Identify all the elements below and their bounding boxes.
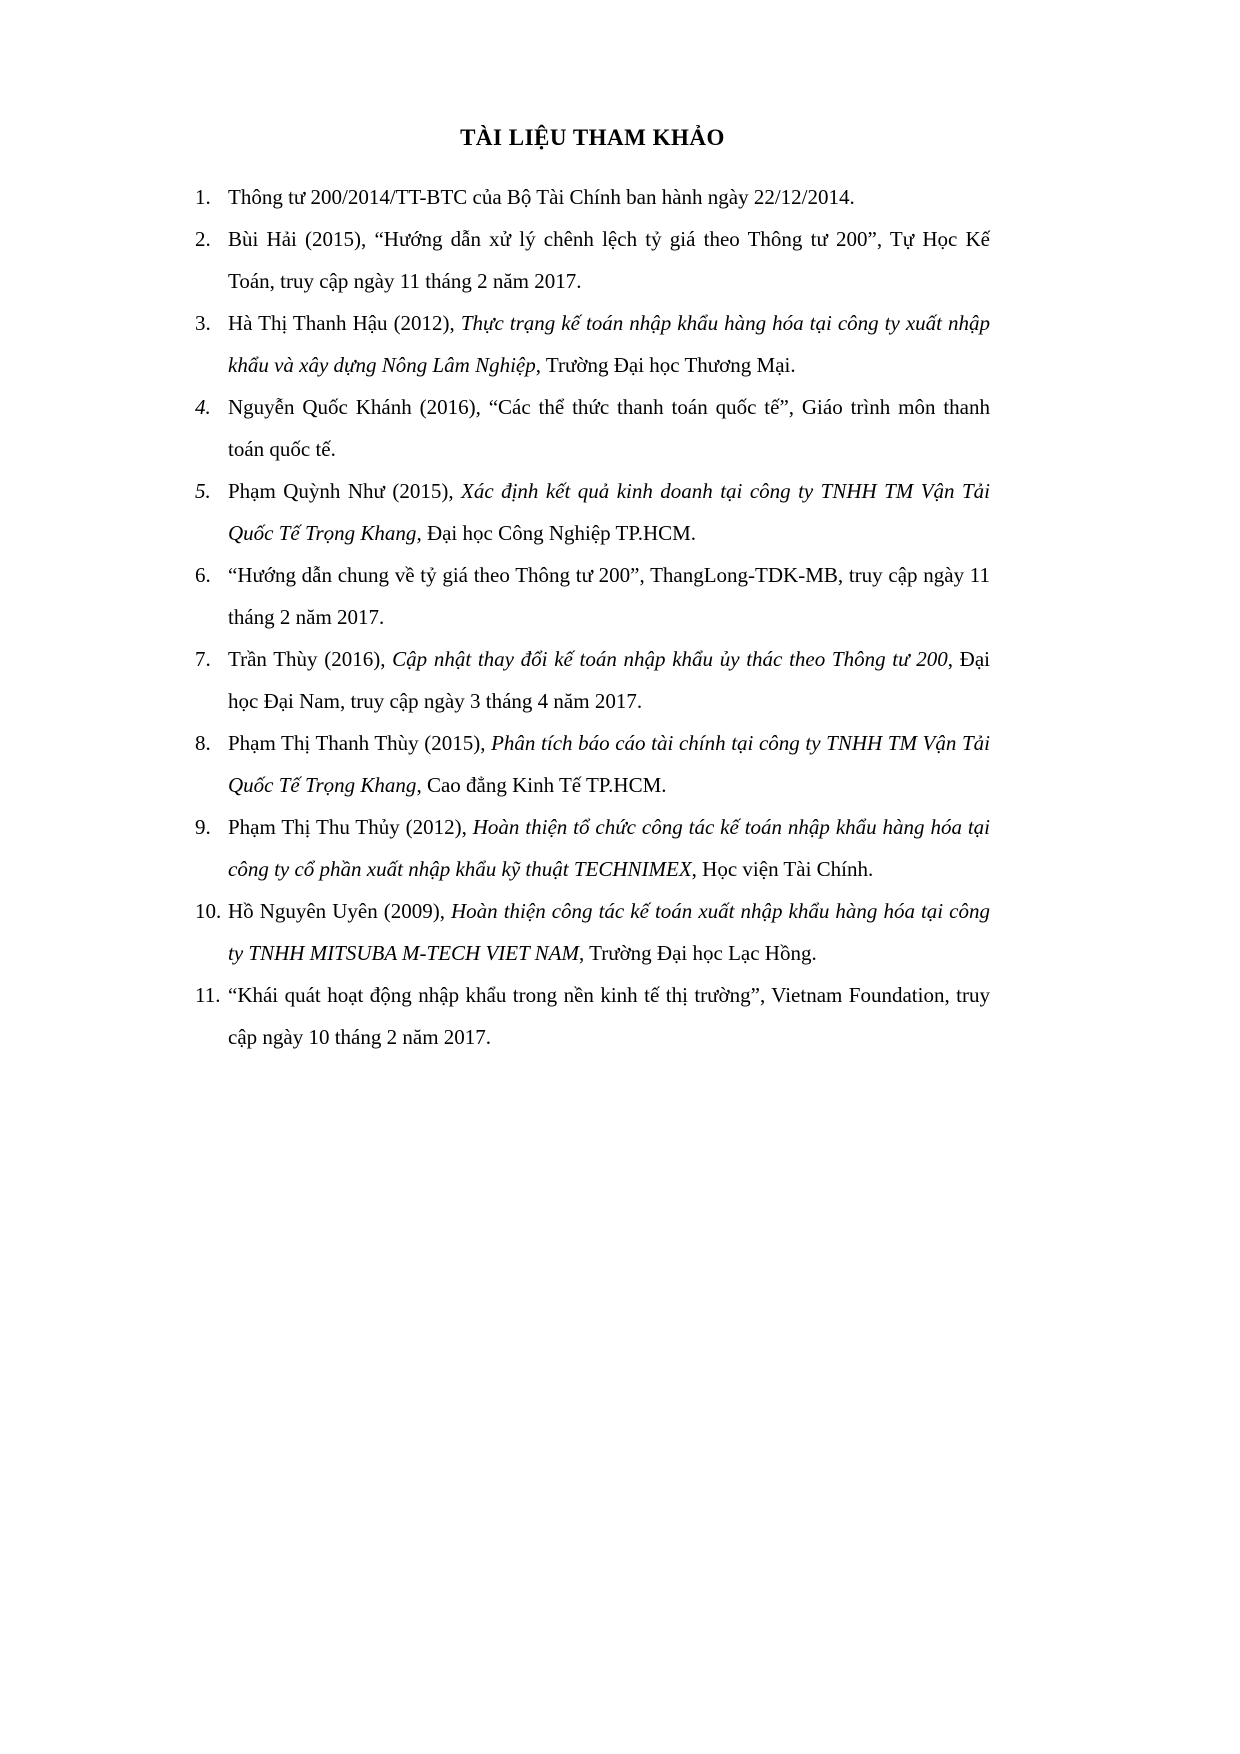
reference-number: 2.	[195, 227, 211, 252]
reference-number: 3.	[195, 311, 211, 336]
reference-number: 9.	[195, 815, 211, 840]
reference-text: Hồ Nguyên Uyên (2009), Hoàn thiện công tác kế toán xuất nhập khẩu hàng hóa tại công ty TNHH MITSUBA M-TECH VIET NAM, Trường Đại học Lạc Hồng.	[228, 899, 990, 966]
reference-number: 8.	[195, 731, 211, 756]
reference-item	[195, 302, 990, 386]
reference-text: Phạm Thị Thanh Thùy (2015), Phân tích báo cáo tài chính tại công ty TNHH TM Vận Tải Quốc Tế Trọng Khang, Cao đẳng Kinh Tế TP.HCM.	[228, 731, 991, 798]
reference-item	[195, 722, 990, 806]
reference-text: “Khái quát hoạt động nhập khẩu trong nền kinh tế thị trường”, Vietnam Foundation, truy cập ngày 10 tháng 2 năm 2017.	[228, 983, 990, 1050]
reference-item	[195, 386, 990, 470]
reference-item	[195, 890, 990, 974]
reference-list	[195, 176, 990, 1058]
reference-item	[195, 974, 990, 1058]
reference-item	[195, 806, 990, 890]
reference-number: 11.	[195, 983, 221, 1008]
reference-item	[195, 554, 990, 638]
reference-text: Hà Thị Thanh Hậu (2012), Thực trạng kế toán nhập khẩu hàng hóa tại công ty xuất nhập khẩu và xây dựng Nông Lâm Nghiệp, Trường Đại học Thương Mại.	[228, 311, 990, 378]
page-title: TÀI LIỆU THAM KHẢO	[460, 125, 725, 150]
reference-number: 7.	[195, 647, 211, 672]
reference-number: 1.	[195, 185, 211, 210]
reference-text: Trần Thùy (2016), Cập nhật thay đổi kế toán nhập khẩu ủy thác theo Thông tư 200, Đại học Đại Nam, truy cập ngày 3 tháng 4 năm 2017.	[228, 647, 990, 714]
reference-text: “Hướng dẫn chung về tỷ giá theo Thông tư 200”, ThangLong-TDK-MB, truy cập ngày 11 tháng 2 năm 2017.	[228, 563, 990, 630]
reference-item	[195, 176, 990, 218]
reference-number: 4.	[195, 395, 211, 420]
reference-text: Thông tư 200/2014/TT-BTC của Bộ Tài Chính ban hành ngày 22/12/2014.	[228, 185, 855, 210]
reference-item	[195, 470, 990, 554]
reference-text: Bùi Hải (2015), “Hướng dẫn xử lý chênh lệch tỷ giá theo Thông tư 200”, Tự Học Kế Toán, truy cập ngày 11 tháng 2 năm 2017.	[228, 227, 990, 294]
reference-number: 6.	[195, 563, 211, 588]
reference-text: Nguyễn Quốc Khánh (2016), “Các thể thức thanh toán quốc tế”, Giáo trình môn thanh toán quốc tế.	[228, 395, 990, 462]
reference-number: 10.	[195, 899, 222, 924]
reference-item	[195, 218, 990, 302]
reference-text: Phạm Thị Thu Thủy (2012), Hoàn thiện tổ chức công tác kế toán nhập khẩu hàng hóa tại công ty cổ phần xuất nhập khẩu kỹ thuật TECHNIMEX, Học viện Tài Chính.	[228, 815, 991, 882]
reference-text: Phạm Quỳnh Như (2015), Xác định kết quả kinh doanh tại công ty TNHH TM Vận Tải Quốc Tế Trọng Khang, Đại học Công Nghiệp TP.HCM.	[228, 479, 990, 546]
reference-number: 5.	[195, 479, 211, 504]
reference-item	[195, 638, 990, 722]
